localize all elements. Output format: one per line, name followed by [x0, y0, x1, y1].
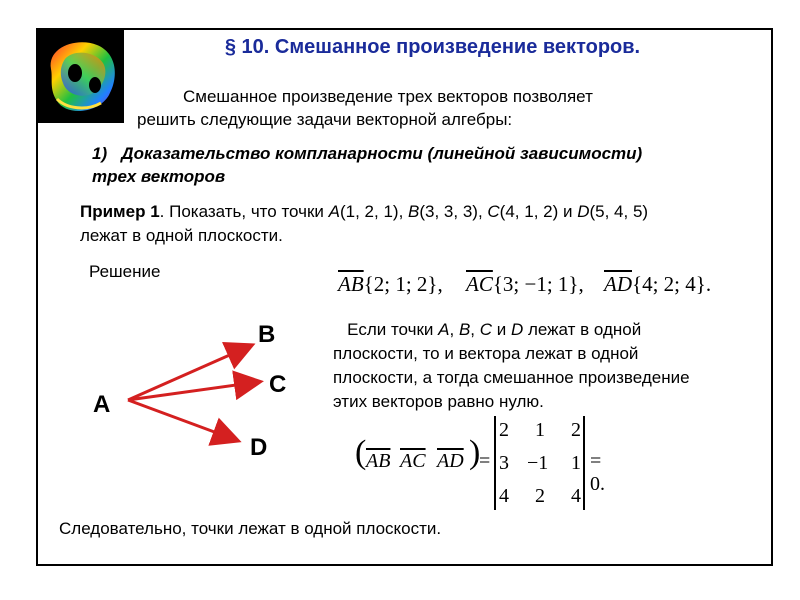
vector-ad-coords: {4; 2; 4}	[632, 272, 706, 296]
expl-point-c: C	[479, 320, 493, 339]
intro-line-1: Смешанное произведение трех векторов позволяет	[183, 87, 593, 106]
example-text-2: (1, 2, 1),	[339, 202, 409, 221]
det-cell: 4	[499, 485, 509, 507]
diagram-label-b: B	[258, 321, 276, 348]
vector-ad	[604, 272, 711, 297]
conclusion-text: Следовательно, точки лежат в одной плоскости.	[59, 519, 442, 538]
task-number: 1)	[92, 144, 108, 163]
expl-part-2: ,	[449, 320, 459, 339]
paren-close: )	[469, 434, 481, 471]
task-heading	[92, 142, 642, 188]
det-lhs-ad: $\overline{AD}$	[437, 450, 464, 472]
det-equals: =	[479, 450, 491, 472]
expl-part-0: Если точки	[347, 320, 439, 339]
expl-part-8: лежат в одной	[523, 320, 642, 339]
det-lhs-ab: $\overline{AB}$	[366, 450, 391, 472]
det-bar-right	[583, 416, 585, 510]
diagram-label-c: C	[269, 371, 287, 398]
example-label: Пример 1	[80, 202, 160, 221]
example-point-b: B	[408, 202, 420, 221]
vector-ab-sep: ,	[437, 272, 443, 296]
diagram-label-d: D	[250, 434, 268, 461]
example-text-4: (3, 3, 3),	[419, 202, 488, 221]
task-line-1: Доказательство компланарности (линейной зависимости)	[121, 144, 643, 163]
vector-ac-coords: {3; −1; 1}	[492, 272, 579, 296]
expl-point-a: A	[438, 320, 450, 339]
expl-point-d: D	[510, 320, 524, 339]
vector-ab-coords: {2; 1; 2}	[363, 272, 438, 296]
example-point-c: C	[487, 202, 500, 221]
explanation-text	[333, 318, 763, 414]
expl-line-2: плоскости, то и вектора лежат в одной	[333, 344, 639, 363]
expl-part-6: и	[492, 320, 511, 339]
vector-ad-sep: .	[705, 272, 712, 296]
vector-ac	[466, 272, 584, 297]
paren-open: (	[355, 434, 367, 471]
example-text-0: . Показать, что точки	[159, 202, 329, 221]
vector-ab-name: $\overline{AB}$	[338, 272, 364, 296]
vector-ac-sep: ,	[578, 272, 584, 296]
vector-ab	[338, 272, 443, 297]
expl-line-3: плоскости, а тогда смешанное произведение	[333, 368, 690, 387]
diagram-label-a: A	[93, 391, 111, 418]
det-cell: 4	[571, 485, 581, 507]
example-line-2: лежат в одной плоскости.	[80, 226, 283, 245]
det-cell: 1	[535, 419, 545, 441]
det-rhs: = 0.	[590, 450, 605, 495]
solution-label: Решение	[89, 262, 161, 281]
det-lhs-ac: $\overline{AC}$	[400, 450, 426, 472]
example-point-a: A	[328, 202, 340, 221]
slide-frame	[36, 28, 773, 566]
expl-part-4: ,	[470, 320, 480, 339]
page-title: § 10. Смешанное произведение векторов.	[224, 36, 641, 58]
example-point-d: D	[577, 202, 590, 221]
vector-ad-name: $\overline{AD}$	[604, 272, 632, 296]
det-cell: −1	[527, 452, 549, 474]
intro-line-2: решить следующие задачи векторной алгебры:	[137, 110, 513, 129]
det-cell: 2	[571, 419, 581, 441]
expl-line-4: этих векторов равно нулю.	[333, 392, 544, 411]
example-text-6: (4, 1, 2) и	[499, 202, 578, 221]
vector-ac-name: $\overline{AC}$	[466, 272, 493, 296]
arrow-ad	[128, 400, 236, 440]
example-text-8: (5, 4, 5)	[589, 202, 649, 221]
expl-point-b: B	[458, 320, 471, 339]
det-bar-left	[494, 416, 496, 510]
example-block	[80, 200, 770, 248]
surface-logo-icon	[37, 29, 124, 123]
det-cell: 2	[499, 419, 509, 441]
det-cell: 1	[571, 452, 581, 474]
det-cell: 2	[535, 485, 545, 507]
det-cell: 3	[499, 452, 509, 474]
task-line-2: трех векторов	[92, 167, 226, 186]
